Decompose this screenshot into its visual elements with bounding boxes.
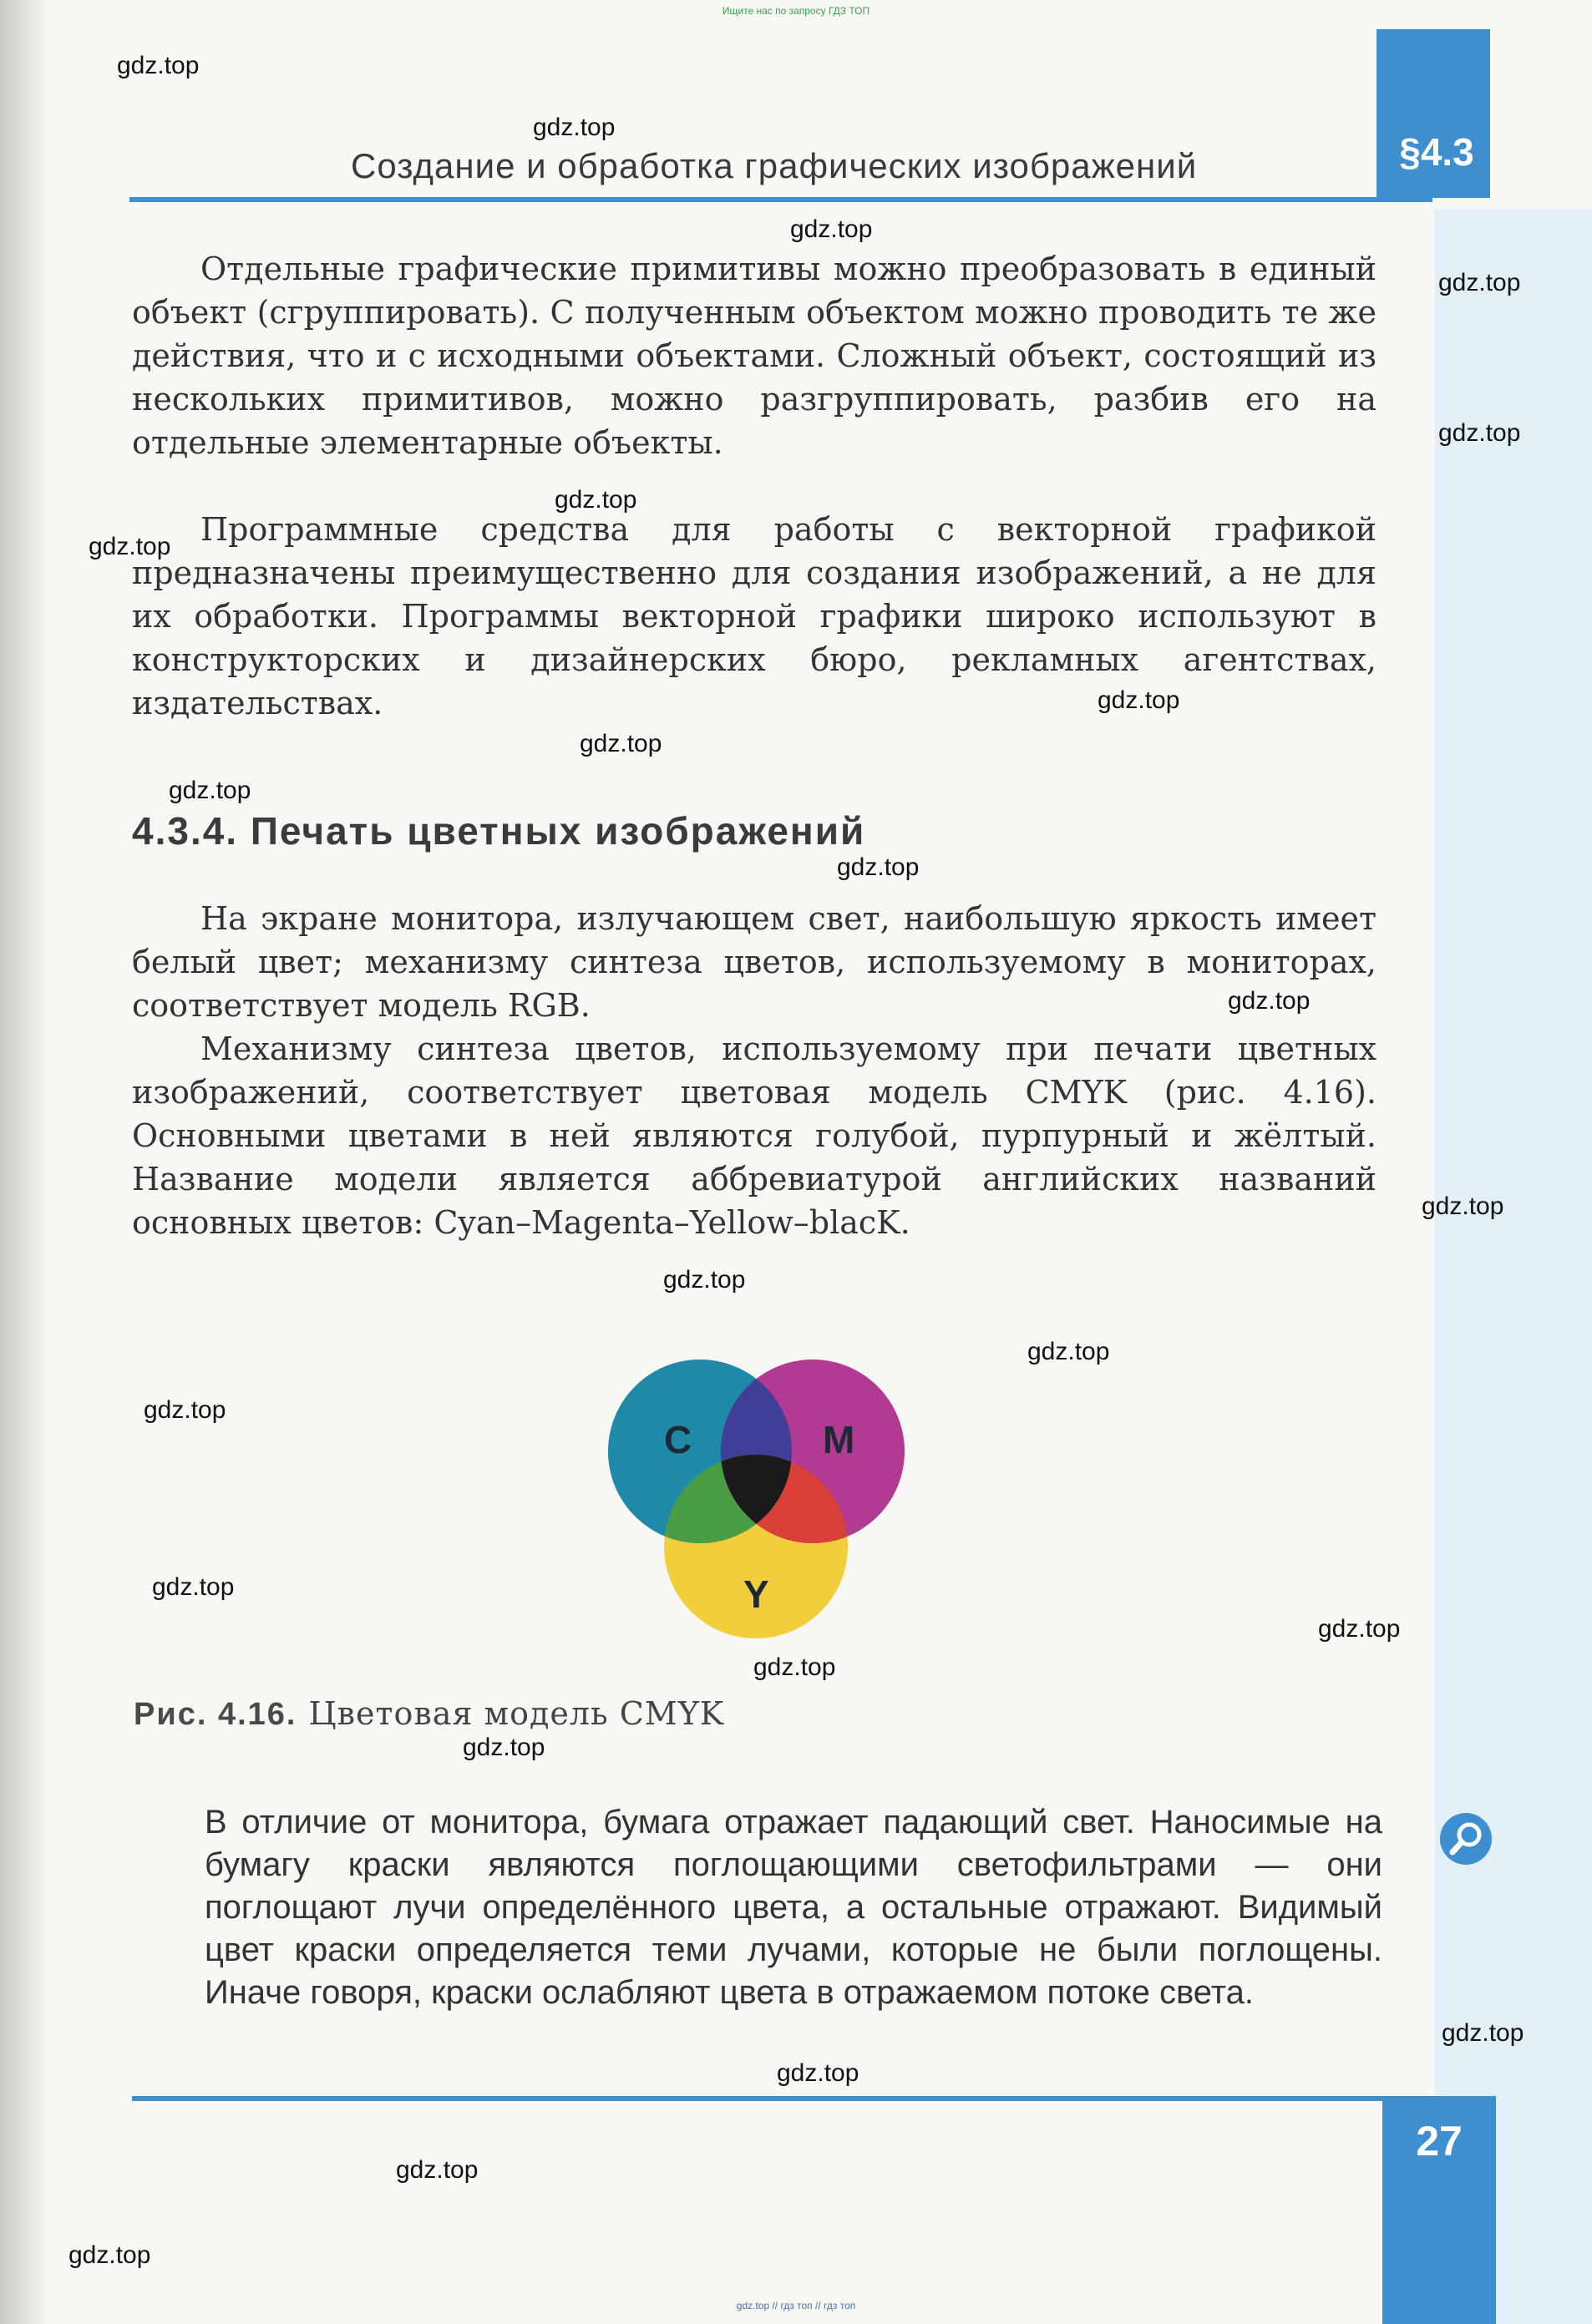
watermark: gdz.top — [1098, 686, 1180, 714]
label-y: Y — [743, 1572, 769, 1616]
watermark: gdz.top — [1422, 1192, 1504, 1220]
watermark: gdz.top — [1027, 1338, 1110, 1365]
watermark: gdz.top — [117, 52, 200, 79]
watermark: gdz.top — [663, 1266, 746, 1294]
figure-caption-number: Рис. 4.16. — [134, 1697, 297, 1732]
page-header-title: Создание и обработка графических изображений — [351, 146, 1198, 185]
bottom-note: gdz.top // гдз топ // гдз топ — [736, 2300, 856, 2311]
figure-caption-text: Цветовая модель CMYK — [308, 1695, 725, 1732]
section-heading: 4.3.4. Печать цветных изображений — [132, 809, 866, 853]
paragraph-paper-reflection: В отличие от монитора, бумага отражает падающий свет. Наносимые на бумагу краски являются поглощающими светофильтрами — они поглощают лучи определённого цвета, а остальные отражают. Видимый цвет краски определяется теми лучами, которые не были поглощены. Иначе говоря, краски ослабляют цвета в отражаемом потоке света. — [205, 1804, 1382, 2011]
watermark: gdz.top — [533, 114, 616, 141]
watermark: gdz.top — [463, 1734, 545, 1761]
watermark: gdz.top — [68, 2241, 151, 2269]
watermark: gdz.top — [1438, 269, 1521, 296]
watermark: gdz.top — [152, 1573, 235, 1601]
watermark: gdz.top — [396, 2156, 479, 2184]
page-binding-shadow — [0, 0, 50, 2324]
paragraph-grouping: Отдельные графические примитивы можно преобразовать в единый объект (сгруппировать). С полученным объектом можно проводить те же действия, что и с исходными объектами. Сложный объект, состоящий из нескольких примитивов, можно разгруппировать, разбив его на отдельные элементарные объекты. — [132, 251, 1377, 461]
page-number: 27 — [1416, 2118, 1463, 2165]
section-label: §4.3 — [1399, 130, 1474, 174]
figure-caption — [134, 1695, 724, 1733]
watermark: gdz.top — [1318, 1615, 1401, 1643]
header-rule — [129, 197, 1432, 202]
watermark: gdz.top — [1442, 2019, 1524, 2047]
watermark: gdz.top — [777, 2059, 859, 2087]
paragraph-rgb: На экране монитора, излучающем свет, наибольшую яркость имеет белый цвет; механизму синтеза цветов, используемому в мониторах, соответствует модель RGB. — [132, 900, 1377, 1024]
watermark: gdz.top — [1438, 419, 1521, 447]
label-m: M — [823, 1418, 855, 1461]
watermark: gdz.top — [1228, 987, 1311, 1015]
cmyk-diagram — [601, 1353, 910, 1653]
watermark: gdz.top — [837, 853, 920, 881]
watermark: gdz.top — [580, 730, 662, 757]
watermark: gdz.top — [89, 533, 171, 560]
watermark: gdz.top — [790, 215, 873, 243]
side-band — [1435, 209, 1592, 2324]
watermark — [847, 2293, 849, 2294]
watermark: gdz.top — [753, 1653, 836, 1681]
watermark: gdz.top — [555, 486, 637, 514]
magnifier-icon — [1439, 1812, 1493, 1866]
footer-rule — [132, 2096, 1435, 2101]
paragraph-cmyk: Механизму синтеза цветов, используемому при печати цветных изображений, соответствует цветовая модель CMYK (рис. 4.16). Основными цветами в ней являются голубой, пурпурный и жёлтый. Название модели является аббревиатурой английских названий основных цветов: Cyan–Magenta–Yellow–blacK. — [132, 1030, 1377, 1241]
top-note: Ищите нас по запросу ГДЗ ТОП — [722, 5, 870, 17]
watermark: gdz.top — [144, 1396, 226, 1424]
paragraph-vector-software: Программные средства для работы с векторной графикой предназначены преимущественно для создания изображений, а не для их обработки. Программы векторной графики широко используют в конструкторских и дизайнерских бюро, рекламных агентствах, издательствах. — [132, 511, 1377, 722]
watermark: gdz.top — [169, 777, 251, 804]
label-c: C — [664, 1418, 692, 1461]
